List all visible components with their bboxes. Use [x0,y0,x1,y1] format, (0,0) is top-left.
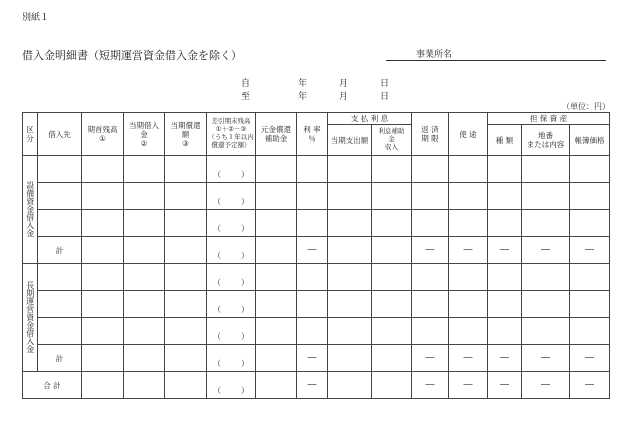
dash-mark: ― [541,244,550,255]
header-collateral-type: 種 類 [488,125,522,156]
dash-mark: ― [541,379,550,390]
coll-book-cell[interactable] [570,291,610,318]
use-cell[interactable] [449,318,488,345]
section-facility-loans [23,156,38,264]
header-opening-balance: 期首残高 ① [82,113,124,156]
paren-right: ） [241,359,249,369]
interest-subsidy-cell[interactable] [372,237,412,264]
interest-subsidy-cell[interactable] [372,156,412,183]
paren-right: ） [241,305,249,315]
dash-mark: ― [500,244,509,255]
opening-cell[interactable] [82,345,124,372]
coll-type-cell[interactable] [488,156,522,183]
subsidy-cell[interactable] [256,372,297,399]
paren-right: ） [241,332,249,342]
dash-mark: ― [307,352,317,363]
period-to-label: 至 [241,92,251,102]
paren-right: ） [241,170,249,180]
rate-cell[interactable] [297,156,328,183]
term-dash [412,372,449,399]
header-interest-rate: 利 率 ％ [297,113,328,156]
closing-cell[interactable] [207,183,256,210]
dash-mark: ― [463,244,473,255]
closing-cell[interactable] [207,264,256,291]
paren-left: （ [213,305,221,315]
rate-cell[interactable] [297,318,328,345]
header-collateral-group: 担 保 資 産 [488,113,610,125]
period-to-day: 日 [380,92,390,102]
interest-subsidy-cell[interactable] [372,210,412,237]
period-from-day: 日 [380,79,390,89]
opening-cell[interactable] [82,183,124,210]
borrow-cell[interactable] [124,372,165,399]
borrow-cell[interactable] [124,156,165,183]
lender-cell[interactable] [38,291,82,318]
dash-mark: ― [585,244,594,255]
repay-cell[interactable] [165,372,207,399]
closing-cell[interactable] [207,372,256,399]
borrow-cell[interactable] [124,210,165,237]
lender-cell[interactable] [38,264,82,291]
subsidy-cell[interactable] [256,318,297,345]
coll-type-cell[interactable] [488,264,522,291]
lender-cell[interactable] [38,210,82,237]
borrow-cell[interactable] [124,291,165,318]
term-cell[interactable] [412,183,449,210]
section-longterm-label: 長期運営資金借入金 [25,280,35,353]
closing-cell[interactable] [207,156,256,183]
document-label: 別紙１ [22,13,50,23]
header-principal-subsidy: 元金償還 補助金 [256,113,297,156]
grand-total-label: 合 計 [23,372,82,399]
use-dash [449,372,488,399]
coll-book-dash [570,345,610,372]
rate-dash [297,345,328,372]
header-collateral-book-value: 帳簿価格 [570,125,610,156]
rate-cell[interactable] [297,291,328,318]
subsidy-cell[interactable] [256,183,297,210]
closing-cell[interactable] [207,318,256,345]
closing-cell[interactable] [207,291,256,318]
header-use: 使 途 [449,113,488,156]
interest-subsidy-cell[interactable] [372,345,412,372]
use-cell[interactable] [449,291,488,318]
repay-cell[interactable] [165,318,207,345]
dash-mark: ― [500,379,509,390]
use-cell[interactable] [449,183,488,210]
subsidy-cell[interactable] [256,291,297,318]
header-interest-subsidy: 利息補助 金 収入 [372,125,412,156]
coll-type-dash [488,345,522,372]
dash-mark: ― [307,244,317,255]
rate-cell[interactable] [297,210,328,237]
interest-subsidy-cell[interactable] [372,264,412,291]
borrow-cell[interactable] [124,183,165,210]
paren-left: （ [213,359,221,369]
opening-cell[interactable] [82,156,124,183]
coll-book-cell[interactable] [570,156,610,183]
coll-type-cell[interactable] [488,210,522,237]
term-cell[interactable] [412,210,449,237]
coll-book-dash [570,237,610,264]
interest-paid-cell[interactable] [328,210,372,237]
repay-cell[interactable] [165,237,207,264]
header-closing-balance: 差引期末残高 ①＋②－③ （うち１年以内 償還予定額） [207,113,256,156]
paren-left: （ [213,224,221,234]
subsidy-cell[interactable] [256,345,297,372]
coll-location-dash [522,237,570,264]
header-interest-paid: 当期支出額 [328,125,372,156]
longterm-subtotal-label: 計 [38,345,82,372]
coll-location-dash [522,372,570,399]
coll-location-cell[interactable] [522,183,570,210]
repay-cell[interactable] [165,264,207,291]
dash-mark: ― [463,379,473,390]
paren-left: （ [213,332,221,342]
period-from-year: 年 [298,79,308,89]
coll-book-dash [570,372,610,399]
paren-left: （ [213,386,221,396]
term-cell[interactable] [412,264,449,291]
repay-cell[interactable] [165,210,207,237]
lender-cell[interactable] [38,156,82,183]
use-dash [449,345,488,372]
business-name-field[interactable] [386,48,606,61]
dash-mark: ― [585,379,594,390]
repay-cell[interactable] [165,183,207,210]
paren-left: （ [213,197,221,207]
coll-book-cell[interactable] [570,210,610,237]
interest-paid-cell[interactable] [328,156,372,183]
use-cell[interactable] [449,264,488,291]
coll-type-cell[interactable] [488,318,522,345]
paren-right: ） [241,224,249,234]
paren-right: ） [241,278,249,288]
interest-paid-cell[interactable] [328,345,372,372]
section-longterm-loans [23,264,38,372]
closing-cell[interactable] [207,345,256,372]
use-cell[interactable] [449,210,488,237]
repay-cell[interactable] [165,291,207,318]
opening-cell[interactable] [82,291,124,318]
term-cell[interactable] [412,291,449,318]
coll-book-cell[interactable] [570,318,610,345]
term-dash [412,345,449,372]
loan-detail-table [22,112,610,399]
facility-subtotal-label: 計 [38,237,82,264]
paren-left: （ [213,278,221,288]
interest-subsidy-cell[interactable] [372,318,412,345]
rate-cell[interactable] [297,264,328,291]
interest-subsidy-cell[interactable] [372,372,412,399]
paren-right: ） [241,386,249,396]
period-to-year: 年 [298,92,308,102]
interest-subsidy-cell[interactable] [372,291,412,318]
interest-paid-cell[interactable] [328,264,372,291]
rate-dash [297,237,328,264]
opening-cell[interactable] [82,372,124,399]
opening-cell[interactable] [82,210,124,237]
closing-cell[interactable] [207,237,256,264]
document-title: 借入金明細書（短期運営資金借入金を除く） [22,49,242,62]
interest-paid-cell[interactable] [328,237,372,264]
borrow-cell[interactable] [124,237,165,264]
dash-mark: ― [425,244,435,255]
paren-right: ） [241,197,249,207]
coll-location-cell[interactable] [522,318,570,345]
interest-paid-cell[interactable] [328,183,372,210]
dash-mark: ― [541,352,550,363]
borrow-cell[interactable] [124,345,165,372]
coll-book-cell[interactable] [570,183,610,210]
header-repayment: 当期償還 額 ③ [165,113,207,156]
dash-mark: ― [463,352,473,363]
dash-mark: ― [425,379,435,390]
opening-cell[interactable] [82,237,124,264]
subsidy-cell[interactable] [256,156,297,183]
term-dash [412,237,449,264]
dash-mark: ― [500,352,509,363]
coll-type-cell[interactable] [488,291,522,318]
borrow-cell[interactable] [124,318,165,345]
dash-mark: ― [585,352,594,363]
coll-type-cell[interactable] [488,183,522,210]
header-category: 区 分 [23,113,38,156]
header-lender: 借入先 [38,113,82,156]
dash-mark: ― [425,352,435,363]
interest-paid-cell[interactable] [328,318,372,345]
coll-type-dash [488,237,522,264]
coll-location-cell[interactable] [522,264,570,291]
use-dash [449,237,488,264]
rate-dash [297,372,328,399]
repay-cell[interactable] [165,156,207,183]
interest-paid-cell[interactable] [328,291,372,318]
opening-cell[interactable] [82,318,124,345]
coll-location-dash [522,345,570,372]
period-to-month: 月 [339,92,349,102]
interest-subsidy-cell[interactable] [372,183,412,210]
use-cell[interactable] [449,156,488,183]
header-borrowing: 当期借入 金 ② [124,113,165,156]
borrow-cell[interactable] [124,264,165,291]
header-interest-group: 支 払 利 息 [328,113,412,125]
period-from-label: 自 [241,79,251,89]
coll-location-cell[interactable] [522,210,570,237]
closing-cell[interactable] [207,210,256,237]
paren-left: （ [213,251,221,261]
term-cell[interactable] [412,318,449,345]
section-facility-label: 設備資金借入金 [25,180,35,237]
repay-cell[interactable] [165,345,207,372]
coll-location-cell[interactable] [522,291,570,318]
header-repayment-term: 返 済 期 限 [412,113,449,156]
subsidy-cell[interactable] [256,264,297,291]
coll-type-dash [488,372,522,399]
subsidy-cell[interactable] [256,237,297,264]
coll-location-cell[interactable] [522,156,570,183]
paren-right: ） [241,251,249,261]
interest-paid-cell[interactable] [328,372,372,399]
dash-mark: ― [307,379,317,390]
paren-left: （ [213,170,221,180]
lender-cell[interactable] [38,318,82,345]
lender-cell[interactable] [38,183,82,210]
opening-cell[interactable] [82,264,124,291]
subsidy-cell[interactable] [256,210,297,237]
business-name-label: 事業所名 [416,50,453,60]
period-from-month: 月 [339,79,349,89]
unit-note: （単位：円） [562,102,610,111]
rate-cell[interactable] [297,183,328,210]
header-collateral-location: 地番 または内容 [522,125,570,156]
coll-book-cell[interactable] [570,264,610,291]
term-cell[interactable] [412,156,449,183]
